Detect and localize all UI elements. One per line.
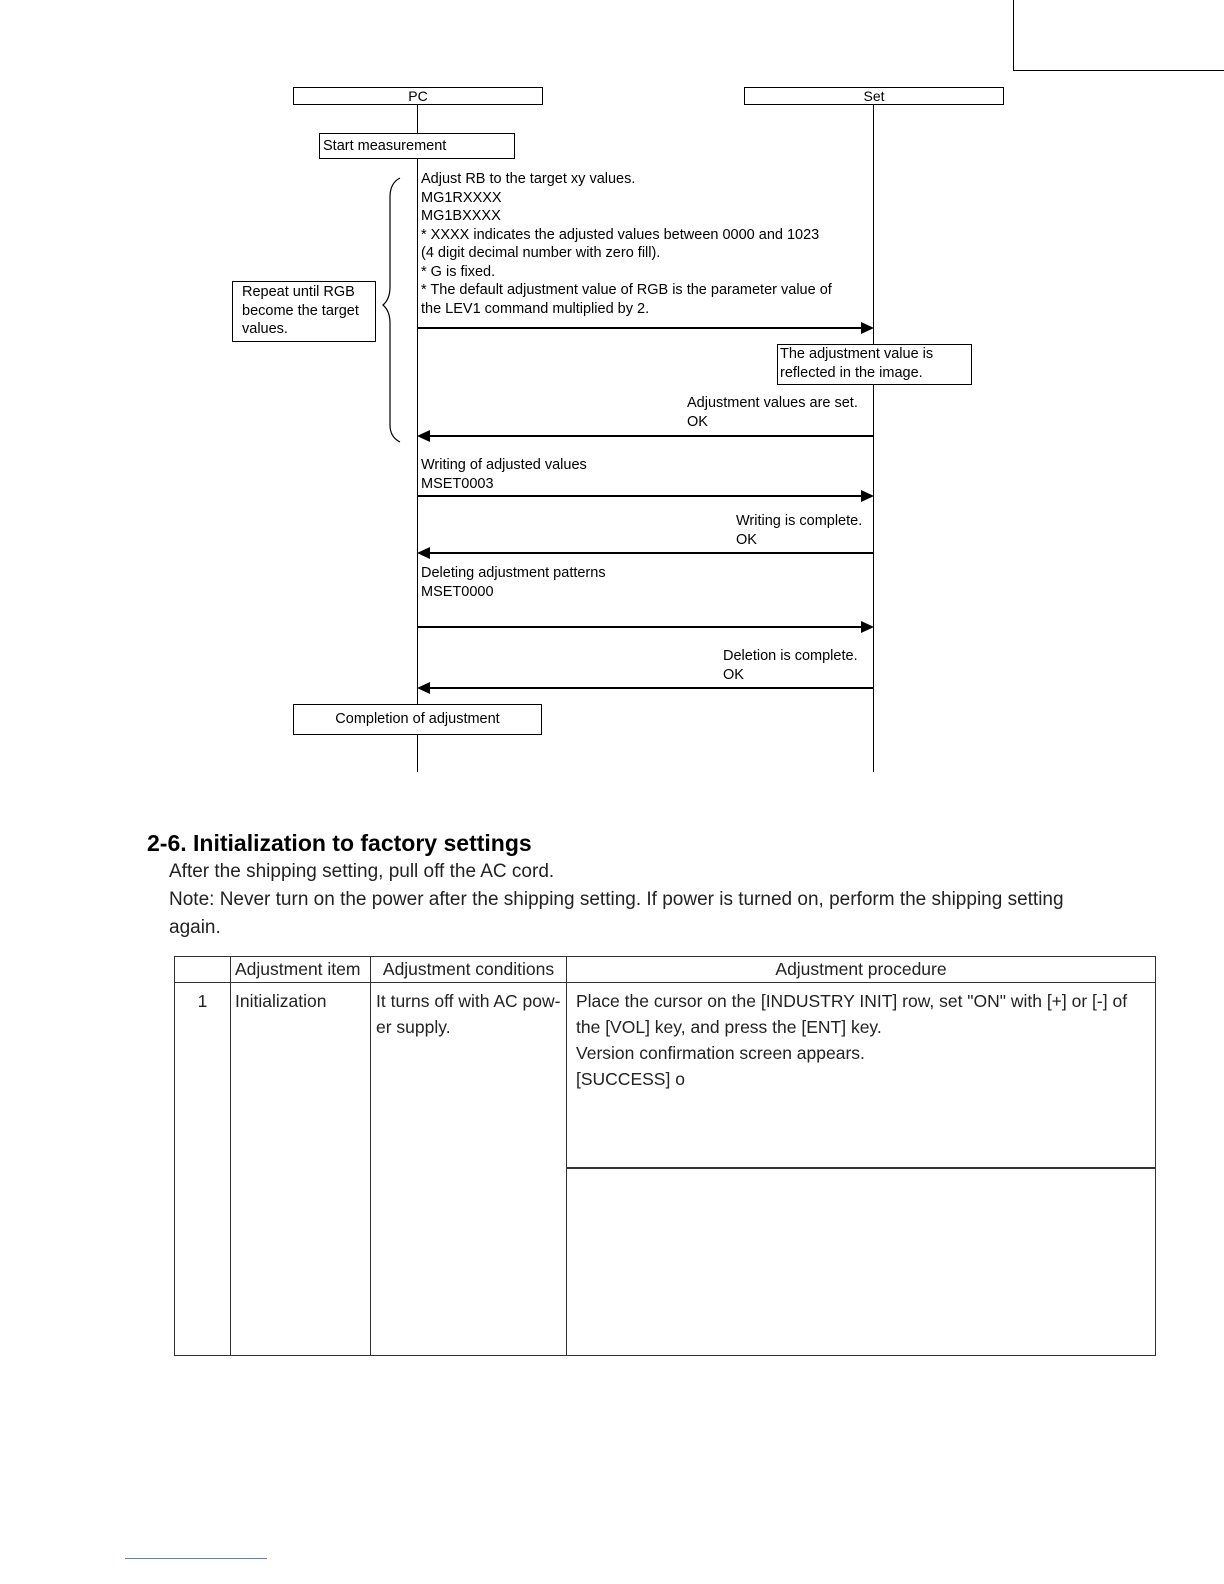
- procedure-line: the [VOL] key, and press the [ENT] key.: [576, 1017, 882, 1037]
- conditions-line: It turns off with AC pow-: [376, 991, 561, 1011]
- reflect-note-line: The adjustment value is: [780, 346, 934, 362]
- adjust-line: Adjust RB to the target xy values.: [421, 171, 636, 187]
- set-lifeline: [873, 105, 874, 772]
- header-item: Adjustment item: [231, 957, 371, 983]
- start-measurement-label: Start measurement: [323, 138, 447, 154]
- msg-delete-line: Deleting adjustment patterns: [421, 565, 606, 581]
- conditions-line: er supply.: [376, 1017, 451, 1037]
- arrow-left-head: [417, 430, 430, 442]
- start-measurement-box: [319, 133, 515, 159]
- resp-write-line: OK: [736, 531, 757, 548]
- adjust-line: MG1RXXXX: [421, 189, 502, 206]
- adjust-line: the LEV1 command multiplied by 2.: [421, 300, 650, 317]
- resp-delete-line: Deletion is complete.: [723, 648, 858, 664]
- arrow-delete-line: [417, 626, 861, 628]
- completion-box: [293, 704, 542, 735]
- table-header-row: [175, 957, 1156, 983]
- header-no: [175, 957, 231, 983]
- section-note-cont: again.: [169, 917, 221, 938]
- section-note: Note: Never turn on the power after the shipping setting. If power is turned on, perform the shipping setting: [169, 889, 1064, 910]
- arrow-resp-set-line: [430, 435, 873, 437]
- resp-delete-line: OK: [723, 666, 744, 683]
- arrow-right-head: [861, 322, 874, 334]
- repeat-note-line: values.: [242, 321, 288, 337]
- msg-delete-text: [421, 564, 606, 601]
- msg-delete-line: MSET0000: [421, 583, 494, 600]
- arrow-left-head: [417, 547, 430, 559]
- arrow-left-head: [417, 682, 430, 694]
- repeat-brace: [378, 175, 408, 445]
- adjust-line: * G is fixed.: [421, 263, 496, 280]
- repeat-note-line: become the target: [242, 302, 359, 319]
- row-no: 1: [197, 991, 208, 1011]
- completion-label: Completion of adjustment: [335, 711, 500, 727]
- adjust-message: [421, 170, 832, 318]
- lane-header-set: [744, 87, 1004, 105]
- arrow-adjust-line: [417, 327, 861, 329]
- row-no-cell: [175, 983, 231, 1356]
- arrow-resp-delete-line: [430, 687, 873, 689]
- row-item: Initialization: [235, 991, 327, 1011]
- resp-set-text: [687, 394, 858, 431]
- reflect-note-line: reflected in the image.: [780, 364, 923, 381]
- page-corner-frame: [1013, 0, 1224, 71]
- repeat-note-line: Repeat until RGB: [242, 284, 355, 300]
- lane-label-set: Set: [863, 88, 885, 104]
- header-conditions: Adjustment conditions: [371, 957, 567, 983]
- row-item-cell: [231, 983, 371, 1356]
- lane-header-pc: [293, 87, 543, 105]
- msg-write-line: MSET0003: [421, 475, 494, 492]
- row-conditions-cell: [371, 983, 567, 1356]
- section-title: 2-6. Initialization to factory settings: [147, 830, 532, 856]
- adjustment-table: [174, 956, 1156, 1356]
- adjust-line: (4 digit decimal number with zero fill).: [421, 245, 661, 261]
- reflect-note-box: [777, 344, 972, 385]
- arrow-right-head: [861, 490, 874, 502]
- adjust-line: MG1BXXXX: [421, 208, 501, 224]
- procedure-divider: [567, 1167, 1155, 1169]
- section-line-1: After the shipping setting, pull off the AC cord.: [169, 861, 555, 882]
- resp-set-line: OK: [687, 413, 708, 430]
- header-procedure: Adjustment procedure: [567, 957, 1156, 983]
- procedure-line: [SUCCESS] o: [576, 1069, 685, 1089]
- procedure-line: Place the cursor on the [INDUSTRY INIT] row, set "ON" with [+] or [-] of: [576, 991, 1128, 1011]
- resp-delete-text: [723, 647, 858, 684]
- table-row: [175, 983, 1156, 1356]
- resp-set-line: Adjustment values are set.: [687, 395, 858, 411]
- lane-label-pc: PC: [408, 88, 428, 104]
- msg-write-line: Writing of adjusted values: [421, 457, 587, 473]
- procedure-line: Version confirmation screen appears.: [576, 1043, 865, 1063]
- row-procedure-cell: [567, 983, 1156, 1356]
- footer-rule: [125, 1558, 267, 1559]
- repeat-note-box: [232, 281, 376, 342]
- arrow-resp-write-line: [430, 552, 873, 554]
- resp-write-line: Writing is complete.: [736, 513, 863, 529]
- adjust-line: * XXXX indicates the adjusted values between 0000 and 1023: [421, 226, 820, 243]
- msg-write-text: [421, 456, 587, 493]
- adjust-line: * The default adjustment value of RGB is the parameter value of: [421, 282, 832, 298]
- arrow-right-head: [861, 621, 874, 633]
- resp-write-text: [736, 512, 862, 549]
- arrow-write-line: [417, 495, 861, 497]
